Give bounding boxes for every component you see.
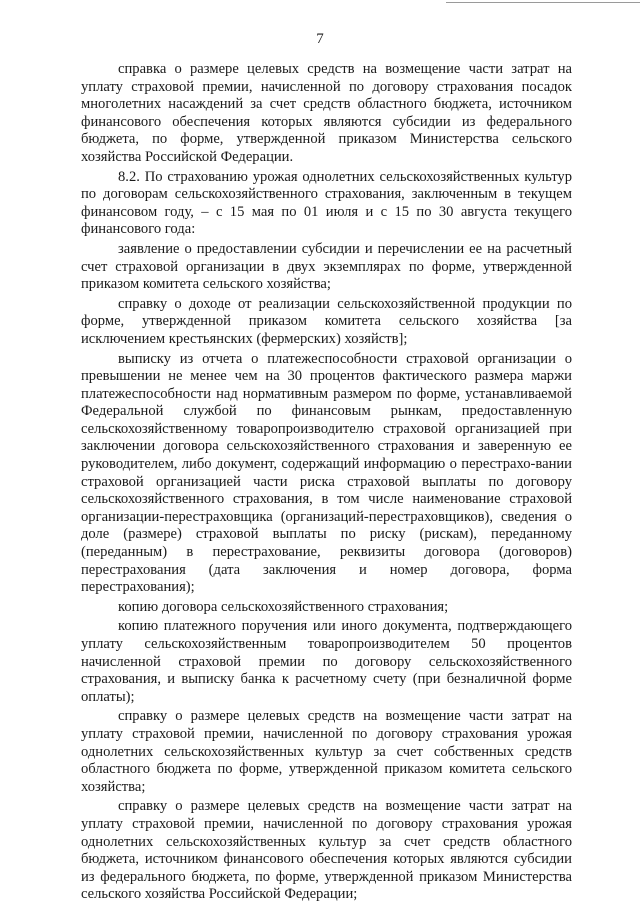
paragraph-payment-order-copy: копию платежного поручения или иного документа, подтверждающего уплату сельскохозяйственным товаропроизводителем 50 процентов начисленной страховой премии по договору сельскохозяйственного страхования, и выписку банка к расчетному счету (при безналичной форме оплаты); <box>81 618 572 705</box>
paragraph-income-certificate: справку о доходе от реализации сельскохозяйственной продукции по форме, утвержденной приказом комитета сельского хозяйства [за исключением крестьянских (фермерских) хозяйств]; <box>81 295 572 347</box>
top-edge-rule <box>446 2 640 3</box>
paragraph-reference-federal-crops: справку о размере целевых средств на возмещение части затрат на уплату страховой премии, начисленной по договору страхования урожая однолетних сельскохозяйственных культур за счет средств областного бюджета, источником финансового обеспечения которых являются субсидии из федерального бюджета, по форме, утвержденной приказом Министерства сельского хозяйства Российской Федерации; <box>81 798 572 903</box>
paragraph-reference-regional-budget: справку о размере целевых средств на возмещение части затрат на уплату страховой премии, начисленной по договору страхования урожая однолетних сельскохозяйственных культур за счет собственных средств областного бюджета по форме, утвержденной приказом комитета сельского хозяйства; <box>81 708 572 795</box>
paragraph-section-8-2-heading: 8.2. По страхованию урожая однолетних сельскохозяйственных культур по договорам сельскохозяйственного страхования, заключенным в текущем финансовом году, – с 15 мая по 01 июля и с 15 по 30 августа текущего финансового года: <box>81 168 572 238</box>
paragraph-solvency-report-extract: выписку из отчета о платежеспособности страховой организации о превышении не менее чем на 30 процентов фактического размера маржи платежеспособности над нормативным размером по форме, устанавливаемой Федеральной службой по финансовым рынкам, предоставленную сельскохозяйственному товаропроизводителю страховой организацией при заключении договора сельскохозяйственного страхования и заверенную ее руководителем, либо документ, содержащий информацию о перестрахо-вании страховой организацией части риска страховой выплаты по договору сельскохозяйственного страхования, в том числе наименование страховой организации-перестраховщика (организаций-перестраховщиков), сведения о доле (размере) страховой выплаты по риску (рискам), переданному (переданным) в перестрахование, реквизиты договора (договоров) перестрахования (дата заключения и номер договора, форма перестрахования); <box>81 350 572 596</box>
paragraph-insurance-contract-copy: копию договора сельскохозяйственного страхования; <box>118 598 449 615</box>
page-number: 7 <box>316 31 324 47</box>
paragraph-subsidy-application: заявление о предоставлении субсидии и перечислении ее на расчетный счет страховой организации в двух экземплярах по форме, утвержденной приказом комитета сельского хозяйства; <box>81 240 572 293</box>
document-body <box>81 61 572 906</box>
paragraph-reference-federal-plantings: справка о размере целевых средств на возмещение части затрат на уплату страховой премии, начисленной по договору страхования посадок многолетних насаждений за счет средств областного бюджета, источником финансового обеспечения которых являются субсидии из федерального бюджета, по форме, утвержденной приказом Министерства сельского хозяйства Российской Федерации. <box>81 61 572 165</box>
